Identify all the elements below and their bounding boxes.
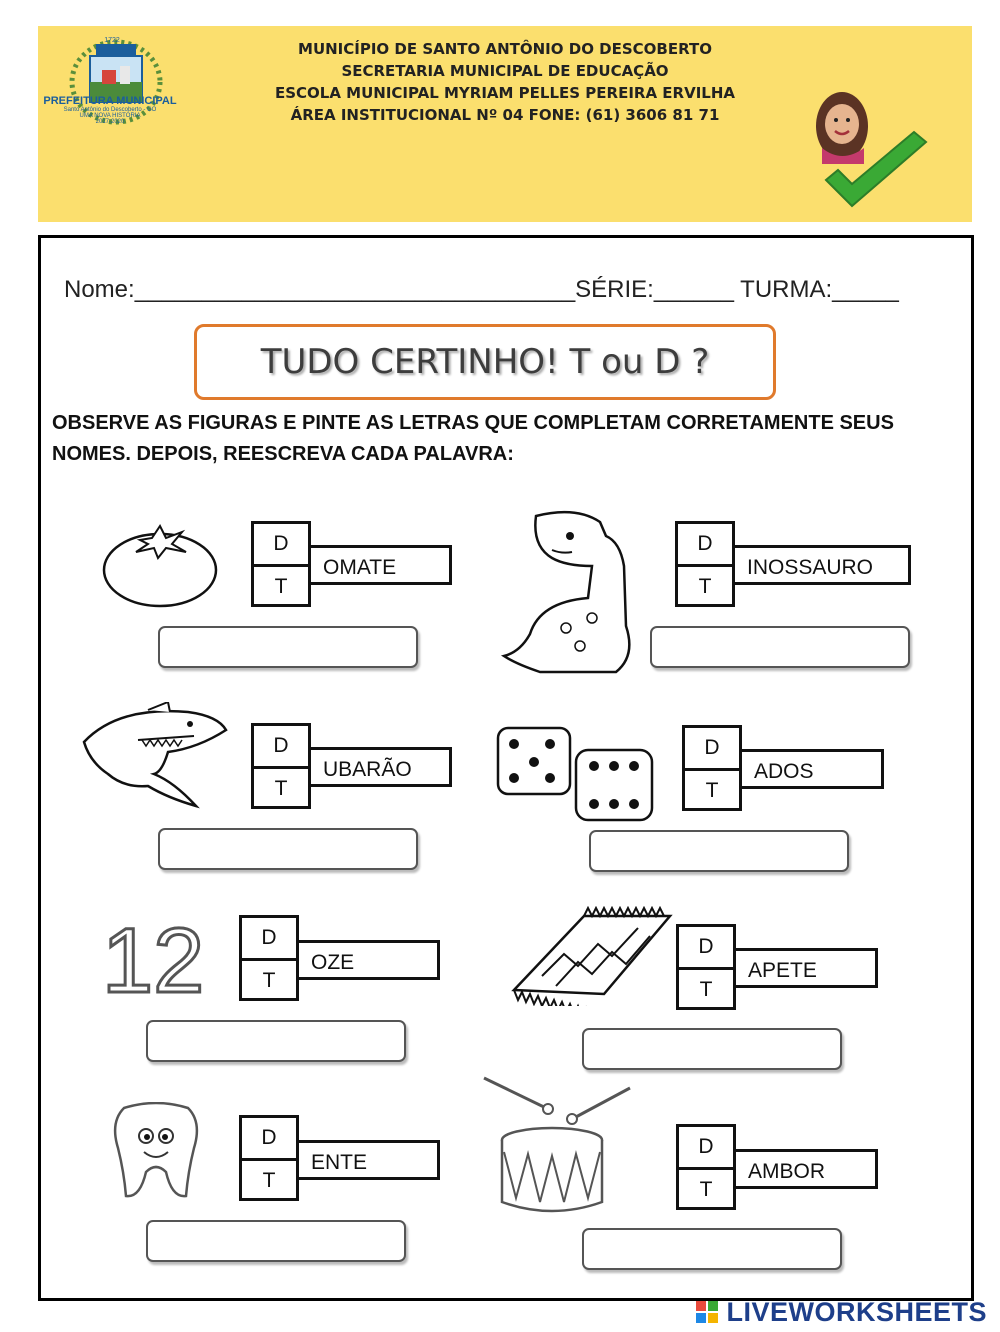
- word-suffix: ENTE: [296, 1140, 440, 1180]
- letter-choice-group: [239, 915, 299, 1001]
- option-d[interactable]: D: [697, 532, 713, 555]
- option-d[interactable]: D: [704, 736, 720, 759]
- header-line-3: ESCOLA MUNICIPAL MYRIAM PELLES PEREIRA ERVILHA: [274, 84, 736, 102]
- header-line-2: SECRETARIA MUNICIPAL DE EDUCAÇÃO: [341, 62, 669, 80]
- answer-field[interactable]: [158, 626, 418, 668]
- instructions: [52, 408, 952, 470]
- word-suffix: OZE: [296, 940, 440, 980]
- seal-year: [100, 33, 124, 45]
- answer-field[interactable]: [158, 828, 418, 870]
- option-t[interactable]: T: [679, 967, 733, 1007]
- option-d[interactable]: D: [261, 926, 277, 949]
- option-t[interactable]: T: [242, 958, 296, 998]
- header-line-1: MUNICÍPIO DE SANTO ANTÔNIO DO DESCOBERTO: [298, 40, 712, 58]
- option-d[interactable]: D: [261, 1126, 277, 1149]
- option-t[interactable]: T: [685, 768, 739, 808]
- answer-field[interactable]: [146, 1020, 406, 1062]
- tooth-icon: [110, 1102, 202, 1202]
- seal-year-text: 1722: [104, 37, 120, 44]
- word-suffix: UBARÃO: [308, 747, 452, 787]
- carpet-icon: [508, 906, 676, 1006]
- worksheet-title: TUDO CERTINHO! T ou D ?: [194, 324, 776, 400]
- answer-field[interactable]: [589, 830, 849, 872]
- word-suffix: ADOS: [739, 749, 884, 789]
- seal-caption: [30, 96, 190, 125]
- option-d[interactable]: D: [273, 532, 289, 555]
- option-d[interactable]: D: [698, 1135, 714, 1158]
- school-header: [180, 38, 830, 126]
- word-suffix: AMBOR: [733, 1149, 878, 1189]
- tomato-icon: [100, 518, 220, 610]
- letter-choice-group: [682, 725, 742, 811]
- option-t[interactable]: T: [242, 1158, 296, 1198]
- answer-field[interactable]: [650, 626, 910, 668]
- shark-icon: [78, 702, 228, 812]
- option-t[interactable]: T: [678, 564, 732, 604]
- answer-field[interactable]: [582, 1228, 842, 1270]
- word-suffix: INOSSAURO: [732, 545, 911, 585]
- seal-line3: UMA NOVA HISTÓRIA: [79, 113, 141, 119]
- instructions-line-1: OBSERVE AS FIGURAS E PINTE AS LETRAS QUE COMPLETAM CORRETAMENTE SEUS: [52, 412, 894, 434]
- letter-choice-group: [676, 924, 736, 1010]
- letter-choice-group: [675, 521, 735, 607]
- answer-field[interactable]: [582, 1028, 842, 1070]
- option-t[interactable]: T: [254, 766, 308, 806]
- word-suffix: APETE: [733, 948, 878, 988]
- drum-icon: [480, 1074, 640, 1222]
- letter-choice-group: [239, 1115, 299, 1201]
- teacher-checkmark-icon: [786, 60, 946, 220]
- letter-choice-group: [251, 723, 311, 809]
- option-t[interactable]: T: [254, 564, 308, 604]
- letter-choice-group: [676, 1124, 736, 1210]
- option-t[interactable]: T: [679, 1167, 733, 1207]
- option-d[interactable]: D: [698, 935, 714, 958]
- answer-field[interactable]: [146, 1220, 406, 1262]
- seal-line4: 2017-2020: [95, 119, 125, 125]
- word-suffix: OMATE: [308, 545, 452, 585]
- option-d[interactable]: D: [273, 734, 289, 757]
- twelve-icon: [100, 910, 210, 1002]
- dinosaur-icon: [496, 506, 646, 678]
- header-line-4: ÁREA INSTITUCIONAL Nº 04 FONE: (61) 3606 81 71: [290, 106, 720, 124]
- liveworksheets-logo[interactable]: [696, 1296, 987, 1328]
- instructions-line-2: NOMES. DEPOIS, REESCREVA CADA PALAVRA:: [52, 443, 514, 465]
- liveworksheets-icon: [696, 1301, 718, 1323]
- student-info-line[interactable]: Nome:_________________________________SÉRIE:______ TURMA:_____: [64, 276, 899, 303]
- seal-line1: PREFEITURA MUNICIPAL: [43, 95, 177, 107]
- twelve-text: 12: [102, 910, 205, 1002]
- letter-choice-group: [251, 521, 311, 607]
- dice-icon: [494, 720, 660, 826]
- seal-line2: Santo Antônio do Descoberto - GO: [63, 107, 157, 113]
- brand-text: LIVEWORKSHEETS: [726, 1297, 987, 1327]
